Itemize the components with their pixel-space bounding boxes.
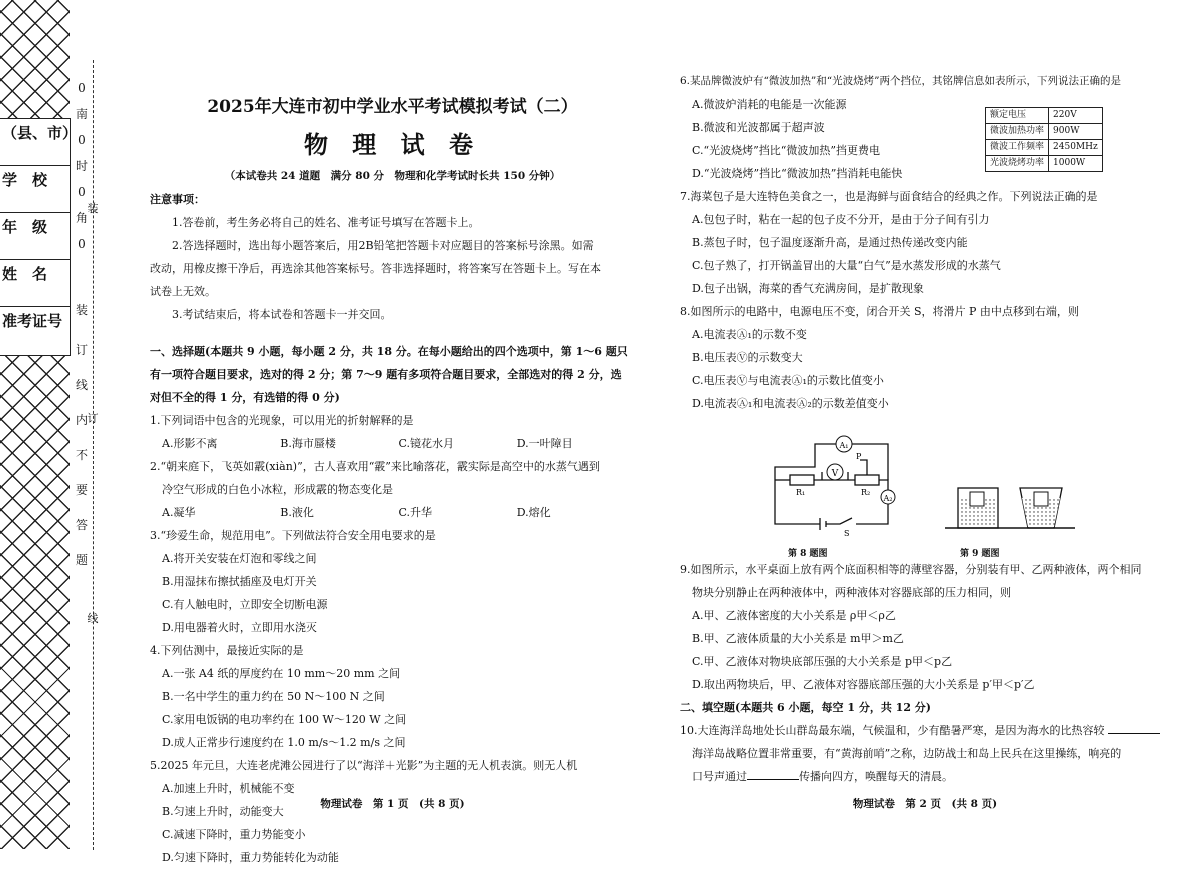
county-field: （县、市） [0,119,70,166]
option: C.“光波烧烤”挡比“微波加热”挡更费电 [692,144,881,157]
option: D.一叶障目 [516,437,573,450]
option: A.形影不离 [162,437,218,450]
subject-title: 物 理 试 卷 [303,130,482,159]
side-char: 时 [75,159,88,173]
question-2: 2.“朝来庭下，飞英如霰(xiàn)”，古人喜欢用“霰”来比喻落花，霰实际是高空中的水蒸气遇到 [150,460,600,473]
option: A.电流表Ⓐ₁的示数不变 [692,328,807,341]
option: A.加速上升时，机械能不变 [162,782,295,795]
option: C.电压表Ⓥ与电流表Ⓐ₁的示数比值变小 [692,374,884,387]
section1-heading: 一、选择题(本题共 9 小题，每小题 2 分，共 18 分。在每小题给出的四个选项中，第 1～6 题只 [150,345,628,358]
option: D.熔化 [516,506,551,519]
table-cell: 1000W [1049,156,1103,172]
circuit-diagram [760,432,910,547]
a2-label: A₂ [883,494,893,503]
side-char: 0 [78,81,86,95]
question-10 [680,765,1175,788]
table-row [986,140,1103,156]
exam-id-field: 准考证号 [2,312,63,330]
option: B.蒸包子时，包子温度逐渐升高，是通过热传递改变内能 [692,236,968,249]
option: D.成人正常步行速度约在 1.0 m/s～1.2 m/s 之间 [162,736,406,749]
option: A.一张 A4 纸的厚度约在 10 mm～20 mm 之间 [162,667,401,680]
side-char: 南 [75,107,88,121]
school-field: 学 校 [0,166,70,213]
question-10-text: 口号声通过 [692,770,747,783]
option: B.一名中学生的重力约在 50 N～100 N 之间 [162,690,385,703]
question-5: 5.2025 年元旦，大连老虎滩公园进行了以“海洋＋光影”为主题的无人机表演。则无人机 [150,759,578,772]
seal-char: 订 [75,343,88,357]
answer-blank [747,769,799,780]
option: B.用湿抹布擦拭插座及电灯开关 [162,575,317,588]
question-10-text: 传播向四方，唤醒每天的清晨。 [799,770,953,783]
question-9: 物块分别静止在两种液体中，两种液体对容器底部的压力相同，则 [692,586,1011,599]
p-label: P [856,452,862,461]
option: D.“光波烧烤”挡比“微波加热”挡消耗电能快 [692,167,903,180]
option: C.甲、乙液体对物块底部压强的大小关系是 p甲＜p乙 [692,655,953,668]
exam-title: 2025年大连市初中学业水平考试模拟考试（二） [207,97,578,117]
notice-line: 1.答卷前，考生务必将自己的姓名、准考证号填写在答题卡上。 [172,216,480,229]
table-cell: 微波加热功率 [986,124,1049,140]
option: D.匀速下降时，重力势能转化为动能 [162,851,339,864]
option: A.凝华 [162,506,196,519]
option: D.用电器着火时，立即用水浇灭 [162,621,317,634]
table-row [986,156,1103,172]
voltmeter-label: V [831,469,839,479]
option: D.电流表Ⓐ₁和电流表Ⓐ₂的示数差值变小 [692,397,889,410]
question-2: 冷空气形成的白色小冰粒，形成霰的物态变化是 [162,483,393,496]
r1-label: R₁ [796,488,806,497]
name-field: 姓 名 [0,260,70,307]
s-label: S [844,529,850,538]
notice-line: 3.考试结束后，将本试卷和答题卡一并交回。 [172,308,392,321]
right-page-lower [680,558,1175,788]
option: C.包子熟了，打开锅盖冒出的大量“白气”是水蒸发形成的水蒸气 [692,259,1001,272]
question-10 [680,719,1175,742]
a1-label: A₁ [839,441,849,450]
notice-line: 试卷上无效。 [150,285,216,298]
option: B.液化 [280,506,314,519]
option: A.将开关安装在灯泡和零线之间 [162,552,317,565]
option: D.包子出锅，海菜的香气充满房间，是扩散现象 [692,282,924,295]
question-7: 7.海菜包子是大连特色美食之一，也是海鲜与面食结合的经典之作。下列说法正确的是 [680,190,1098,203]
line-label: 装 [87,202,99,215]
question-10-text: 10.大连海洋岛地处长山群岛最东端，气候温和，少有酷暑严寒，是因为海水的比热容较 [680,724,1105,737]
table-cell: 2450MHz [1049,140,1103,156]
section1-heading: 对但不全的得 1 分，有选错的得 0 分) [150,391,340,404]
option: C.升华 [398,506,433,519]
question-10: 海洋岛战略位置非常重要，有“黄海前哨”之称，边防战士和岛上民兵在这里操练，响亮的 [692,747,1122,760]
seal-char: 题 [75,553,88,567]
option: B.电压表Ⓥ的示数变大 [692,351,803,364]
table-cell: 微波工作频率 [986,140,1049,156]
seal-char: 装 [75,303,88,317]
notice-line: 改动，用橡皮擦干净后，再选涂其他答案标号。答非选择题时，将答案写在答题卡上。写在本 [150,262,601,275]
section1-heading: 有一项符合题目要求，选对的得 2 分；第 7～9 题有多项符合题目要求，全部选对的得 2 分，选 [150,368,622,381]
seal-char: 线 [75,378,88,392]
option: C.减速下降时，重力势能变小 [162,828,306,841]
option: A.甲、乙液体密度的大小关系是 ρ甲＜ρ乙 [692,609,896,622]
table-cell: 额定电压 [986,108,1049,124]
question-1-options [150,432,635,455]
question-9: 9.如图所示，水平桌面上放有两个底面积相等的薄壁容器，分别装有甲、乙两种液体，两个相同 [680,563,1142,576]
option: B.海市蜃楼 [280,437,336,450]
question-4: 4.下列估测中，最接近实际的是 [150,644,304,657]
notice-line: 2.答选择题时，选出每小题答案后，用2B铅笔把答题卡对应题目的答案标号涂黑。如需 [172,239,594,252]
fig9-caption: 第 9 题图 [960,549,1000,559]
option: B.甲、乙液体质量的大小关系是 m甲＞m乙 [692,632,904,645]
option: D.取出两物块后，甲、乙液体对容器底部压强的大小关系是 p′甲＜p′乙 [692,678,1035,691]
spec-table [985,107,1103,172]
grade-field: 年 级 [0,213,70,260]
right-footer: 物理试卷 第 2 页 (共 8 页) [852,798,998,810]
seal-char: 内 [75,413,88,427]
table-cell: 光波烧烤功率 [986,156,1049,172]
exam-info: （本试卷共 24 道题 满分 80 分 物理和化学考试时长共 150 分钟） [224,170,561,182]
seal-char: 要 [75,483,88,497]
side-char: 角 [75,211,88,225]
r2-label: R₂ [861,488,871,497]
option: C.家用电饭锅的电功率约在 100 W～120 W 之间 [162,713,407,726]
question-8: 8.如图所示的电路中，电源电压不变，闭合开关 S，将滑片 P 由中点移到右端，则 [680,305,1079,318]
section2-heading: 二、填空题(本题共 6 小题，每空 1 分，共 12 分) [680,701,932,714]
question-3: 3.“珍爱生命，规范用电”。下列做法符合安全用电要求的是 [150,529,436,542]
table-cell: 900W [1049,124,1103,140]
option: B.匀速上升时，动能变大 [162,805,284,818]
table-row [986,108,1103,124]
question-6: 6.某品牌微波炉有“微波加热”和“光波烧烤”两个挡位，其铭牌信息如表所示，下列说法正确的是 [680,75,1121,87]
fig8-caption: 第 8 题图 [788,549,828,559]
answer-blank [1108,723,1160,734]
seal-char: 答 [75,518,88,532]
seal-dash-line [93,60,94,850]
question-1: 1.下列词语中包含的光现象，可以用光的折射解释的是 [150,414,414,427]
line-label: 订 [87,412,99,425]
option: A.微波炉消耗的电能是一次能源 [692,98,847,111]
binding-fields [0,118,78,356]
left-page [150,96,635,869]
side-char: 0 [78,185,86,199]
table-cell: 220V [1049,108,1103,124]
table-row [986,124,1103,140]
side-char: 0 [78,133,86,147]
side-char: 0 [78,237,86,251]
seal-char: 不 [75,448,88,462]
option: C.镜花水月 [398,437,455,450]
line-label: 线 [87,612,99,625]
containers-diagram [940,470,1080,540]
left-footer: 物理试卷 第 1 页 (共 8 页) [320,798,465,810]
option: A.包包子时，粘在一起的包子皮不分开，是由于分子间有引力 [692,213,990,226]
question-2-options [150,501,635,524]
option: B.微波和光波都属于超声波 [692,121,825,134]
notice-heading: 注意事项： [150,193,205,206]
option: C.有人触电时，立即安全切断电源 [162,598,328,611]
